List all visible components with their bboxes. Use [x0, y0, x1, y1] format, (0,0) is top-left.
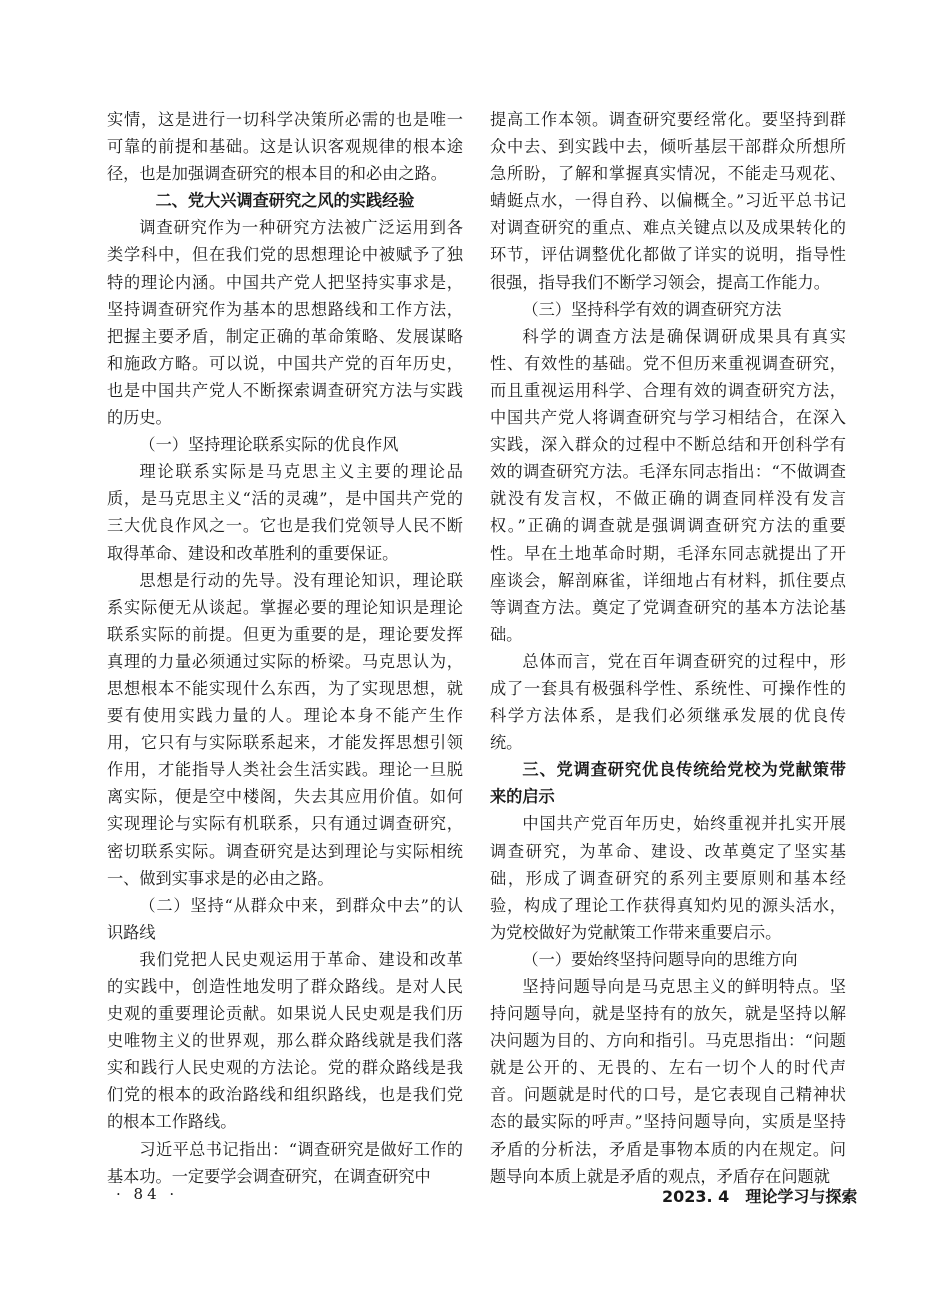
journal-title: 理论学习与探索 — [745, 1187, 858, 1206]
left-column — [107, 106, 463, 1190]
section-heading-2: 二、党大兴调查研究之风的实践经验 — [155, 191, 415, 211]
subsection-heading-3: （三）坚持科学有效的调查研究方法 — [522, 299, 782, 319]
paragraph: 中国共产党百年历史，始终重视并扎实开展调查研究，为革命、建设、改革奠定了坚实基础，形成了调查研究的系列主要原则和基本经验，构成了理论工作获得真知灼见的源头活水，为党校做好为党献策工作带来重要启示。 — [490, 814, 846, 942]
journal-footer — [662, 1184, 857, 1207]
paragraph: 调查研究作为一种研究方法被广泛运用到各类学科中，但在我们党的思想理论中被赋予了独特的理论内涵。中国共产党人把坚持实事求是，坚持调查研究作为基本的思想路线和工作方法，把握主要矛盾，制定正确的革命策略、发展谋略和施政方略。可以说，中国共产党的百年历史，也是中国共产党人不断探索调查研究方法与实践的历史。 — [107, 218, 463, 428]
paragraph: 实情，这是进行一切科学决策所必需的也是唯一可靠的前提和基础。这是认识客观规律的根本途径，也是加强调查研究的根本目的和必由之路。 — [107, 110, 463, 184]
right-column — [490, 106, 846, 1190]
page-number: · 84 · — [116, 1185, 179, 1203]
paragraph: 坚持问题导向是马克思主义的鲜明特点。坚持问题导向，就是坚持有的放矢，就是坚持以解决问题为目的、方向和指引。马克思指出：“问题就是公开的、无畏的、左右一切个人的时代声音。问题就是时代的口号，是它表现自己精神状态的最实际的呼声。”坚持问题导向，实质是坚持矛盾的分析法，矛盾是事物本质的内在规定。问题导向本质上就是矛盾的观点，矛盾存在问题就 — [490, 977, 846, 1186]
subsection-heading-1: （一）坚持理论联系实际的优良作风 — [139, 435, 399, 455]
section-heading-3: 三、党调查研究优良传统给党校为党献策带来的启示 — [490, 760, 846, 807]
paragraph: 科学的调查方法是确保调研成果具有真实性、有效性的基础。党不但历来重视调查研究，而且重视运用科学、合理有效的调查研究方法，中国共产党人将调查研究与学习相结合，在深入实践，深入群众的过程中不断总结和开创科学有效的调查研究方法。毛泽东同志指出：“不做调查就没有发言权，不做正确的调查同样没有发言权。”正确的调查就是强调调查研究方法的重要性。早在土地革命时期，毛泽东同志就提出了开座谈会，解剖麻雀，详细地占有材料，抓住要点等调查方法。奠定了党调查研究的基本方法论基础。 — [490, 326, 846, 644]
paragraph: 提高工作本领。调查研究要经常化。要坚持到群众中去、到实践中去，倾听基层干部群众所想所急所盼，了解和掌握真实情况，不能走马观花、蜻蜓点水，一得自矜、以偏概全。”习近平总书记对调查研究的重点、难点关键点以及成果转化的环节，评估调整优化都做了详实的说明，指导性很强，指导我们不断学习领会，提高工作能力。 — [490, 110, 846, 292]
paragraph: 思想是行动的先导。没有理论知识，理论联系实际便无从谈起。掌握必要的理论知识是理论联系实际的前提。但更为重要的是，理论要发挥真理的力量必须通过实际的桥梁。马克思认为，思想根本不能实现什么东西，为了实现思想，就要有使用实践力量的人。理论本身不能产生作用，它只有与实际联系起来，才能发挥思想引领作用，才能指导人类社会生活实践。理论一旦脱离实际，便是空中楼阁，失去其应用价值。如何实现理论与实际有机联系，只有通过调查研究，密切联系实际。调查研究是达到理论与实际相统一、做到实事求是的必由之路。 — [107, 570, 463, 888]
paragraph: 理论联系实际是马克思主义主要的理论品质，是马克思主义“活的灵魂”，是中国共产党的三大优良作风之一。它也是我们党领导人民不断取得革命、建设和改革胜利的重要保证。 — [107, 462, 463, 563]
paragraph: 我们党把人民史观运用于革命、建设和改革的实践中，创造性地发明了群众路线。是对人民史观的重要理论贡献。如果说人民史观是我们历史唯物主义的世界观，那么群众路线就是我们落实和践行人民史观的方法论。党的群众路线是我们党的根本的政治路线和组织路线，也是我们党的根本工作路线。 — [107, 949, 463, 1132]
subsection-heading-2: （二）坚持“从群众中来，到群众中去”的认识路线 — [107, 895, 463, 942]
paragraph: 习近平总书记指出：“调查研究是做好工作的基本功。一定要学会调查研究，在调查研究中 — [107, 1139, 463, 1186]
paragraph: 总体而言，党在百年调查研究的过程中，形成了一套具有极强科学性、系统性、可操作性的科学方法体系，是我们必须继承发展的优良传统。 — [490, 651, 846, 753]
issue-number: 2023. 4 — [662, 1187, 730, 1206]
subsection-heading-4: （一）要始终坚持问题导向的思维方向 — [522, 949, 798, 969]
